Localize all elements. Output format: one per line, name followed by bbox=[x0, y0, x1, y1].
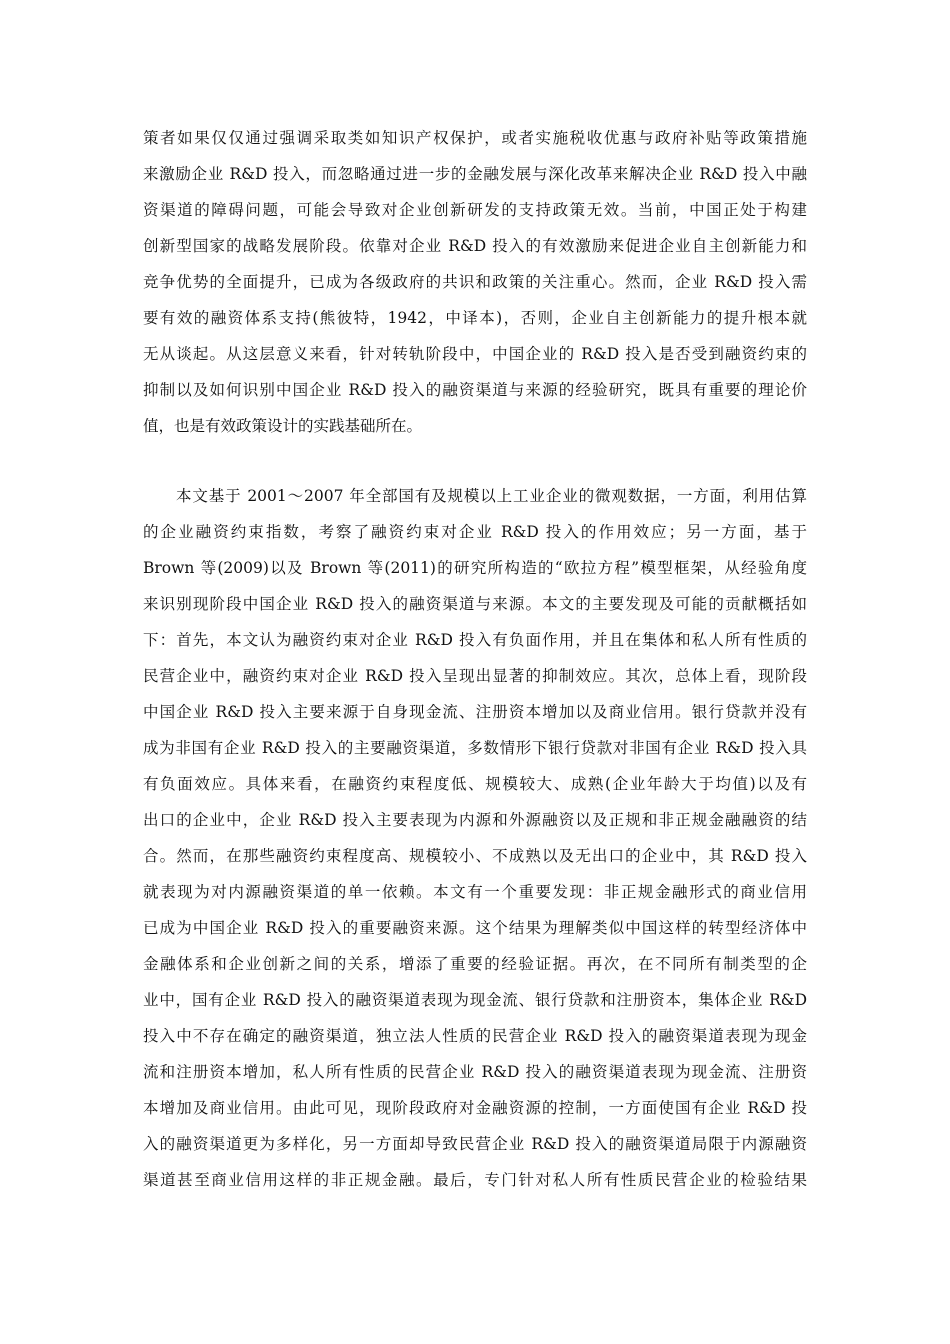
text-line: 已成为中国企业 R&D 投入的重要融资来源。这个结果为理解类似中国这样的转型经济体中 bbox=[143, 919, 807, 937]
text-line: 民营企业中，融资约束对企业 R&D 投入呈现出显著的抑制效应。其次，总体上看，现阶段 bbox=[143, 667, 807, 685]
text-line: 中国企业 R&D 投入主要来源于自身现金流、注册资本增加以及商业信用。银行贷款并没有 bbox=[143, 703, 807, 721]
text-line: 的企业融资约束指数，考察了融资约束对企业 R&D 投入的作用效应；另一方面，基于 bbox=[143, 523, 807, 541]
text-line: 下：首先，本文认为融资约束对企业 R&D 投入有负面作用，并且在集体和私人所有性质的 bbox=[143, 631, 807, 649]
text-line: 投入中不存在确定的融资渠道，独立法人性质的民营企业 R&D 投入的融资渠道表现为现金 bbox=[143, 1027, 807, 1045]
text-line: 就表现为对内源融资渠道的单一依赖。本文有一个重要发现：非正规金融形式的商业信用 bbox=[143, 883, 807, 901]
text-line: 合。然而，在那些融资约束程度高、规模较小、不成熟以及无出口的企业中，其 R&D 投入 bbox=[143, 847, 807, 865]
text-line: 本文基于 2001～2007 年全部国有及规模以上工业企业的微观数据，一方面，利用估算 bbox=[176, 487, 807, 505]
text-line: 渠道甚至商业信用这样的非正规金融。最后，专门针对私人所有性质民营企业的检验结果 bbox=[143, 1171, 807, 1189]
text-line: 出口的企业中，企业 R&D 投入主要表现为内源和外源融资以及正规和非正规金融融资的结 bbox=[143, 811, 807, 829]
text-line: 流和注册资本增加，私人所有性质的民营企业 R&D 投入的融资渠道表现为现金流、注册资 bbox=[143, 1063, 807, 1081]
text-line: 成为非国有企业 R&D 投入的主要融资渠道，多数情形下银行贷款对非国有企业 R&D 投入具 bbox=[143, 739, 807, 757]
text-line: 业中，国有企业 R&D 投入的融资渠道表现为现金流、银行贷款和注册资本，集体企业 R&D bbox=[143, 991, 807, 1009]
text-line: 策者如果仅仅通过强调采取类如知识产权保护，或者实施税收优惠与政府补贴等政策措施 bbox=[143, 129, 807, 147]
text-line: 抑制以及如何识别中国企业 R&D 投入的融资渠道与来源的经验研究，既具有重要的理论价 bbox=[143, 381, 807, 399]
text-line: 值，也是有效政策设计的实践基础所在。 bbox=[143, 417, 423, 435]
text-line: 来激励企业 R&D 投入，而忽略通过进一步的金融发展与深化改革来解决企业 R&D 投入中融 bbox=[143, 165, 807, 183]
text-line: 要有效的融资体系支持(熊彼特，1942，中译本)，否则，企业自主创新能力的提升根本就 bbox=[143, 309, 807, 327]
text-line: 资渠道的障碍问题，可能会导致对企业创新研发的支持政策无效。当前，中国正处于构建 bbox=[143, 201, 807, 219]
text-line: 金融体系和企业创新之间的关系，增添了重要的经验证据。再次，在不同所有制类型的企 bbox=[143, 955, 807, 973]
text-line: 有负面效应。具体来看，在融资约束程度低、规模较大、成熟(企业年龄大于均值)以及有 bbox=[143, 775, 807, 793]
text-line: Brown 等(2009)以及 Brown 等(2011)的研究所构造的“欧拉方程”模型框架，从经验角度 bbox=[143, 559, 807, 577]
text-line: 本增加及商业信用。由此可见，现阶段政府对金融资源的控制，一方面使国有企业 R&D 投 bbox=[143, 1099, 807, 1117]
text-line: 入的融资渠道更为多样化，另一方面却导致民营企业 R&D 投入的融资渠道局限于内源融资 bbox=[143, 1135, 807, 1153]
text-line: 无从谈起。从这层意义来看，针对转轨阶段中，中国企业的 R&D 投入是否受到融资约束的 bbox=[143, 345, 807, 363]
text-line: 竞争优势的全面提升，已成为各级政府的共识和政策的关注重心。然而，企业 R&D 投入需 bbox=[143, 273, 807, 291]
text-line: 来识别现阶段中国企业 R&D 投入的融资渠道与来源。本文的主要发现及可能的贡献概括如 bbox=[143, 595, 807, 613]
text-line: 创新型国家的战略发展阶段。依靠对企业 R&D 投入的有效激励来促进企业自主创新能力和 bbox=[143, 237, 807, 255]
